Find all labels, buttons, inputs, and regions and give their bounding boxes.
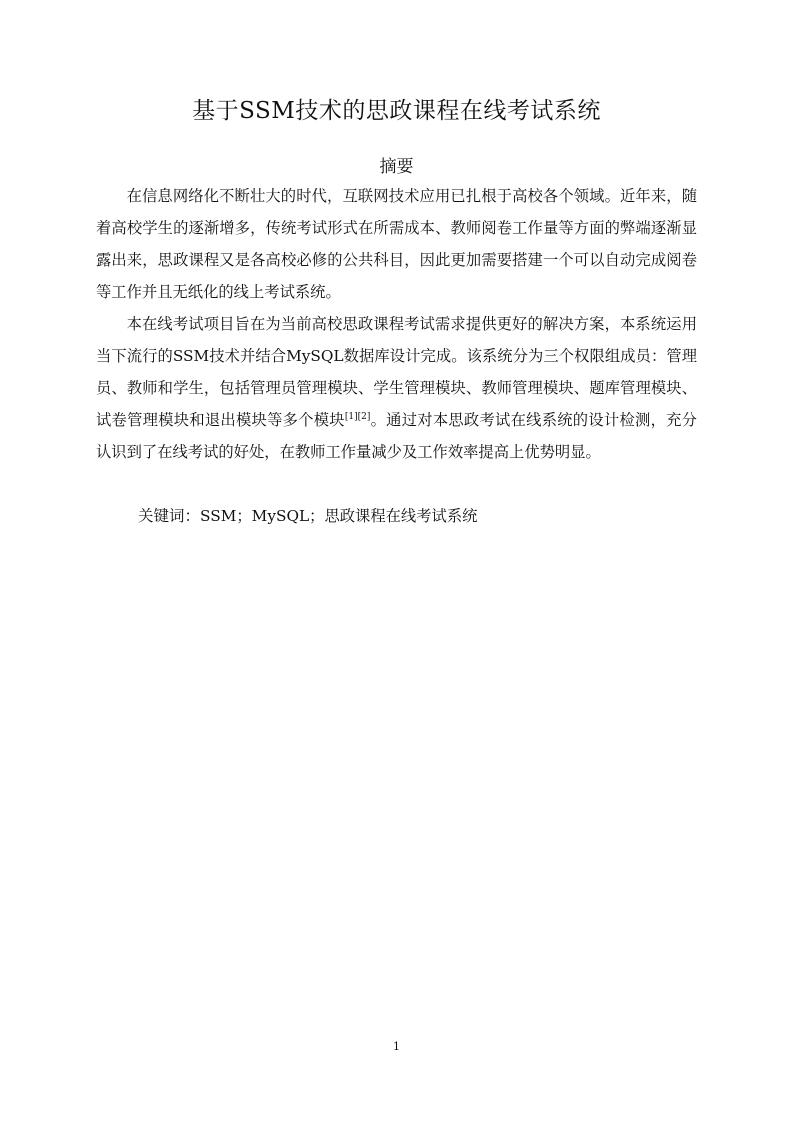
citation-marker: [1][2] [344,412,371,422]
keywords-text: SSM；MySQL；思政课程在线考试系统 [200,507,478,525]
abstract-paragraph-1: 在信息网络化不断壮大的时代，互联网技术应用已扎根于高校各个领域。近年来，随着高校学生的逐渐增多，传统考试形式在所需成本、教师阅卷工作量等方面的弊端逐渐显露出来，思政课程又是各高校必修的公共科目，因此更加需要搭建一个可以自动完成阅卷等工作并且无纸化的线上考试系统。 [96,187,697,301]
paragraph-2-continuation: 。通过对本思政考试在线系统的设计检测，充分认识到了在线考试的好处，在教师工作量减少及工作效率提高上优势明显。 [96,411,697,461]
document-title: 基于SSM技术的思政课程在线考试系统 [192,98,601,124]
keywords-line [138,502,477,530]
page-number: 1 [393,1040,400,1053]
abstract-paragraph-2 [96,308,697,468]
paragraph-2-text: 本在线考试项目旨在为当前高校思政课程考试需求提供更好的解决方案，本系统运用当下流行的SSM技术并结合MySQL数据库设计完成。该系统分为三个权限组成员：管理员、教师和学生，包括管理员管理模块、学生管理模块、教师管理模块、题库管理模块、试卷管理模块和退出模块等多个模块 [96,315,697,429]
keywords-label: 关键词： [138,507,201,525]
abstract-heading: 摘要 [379,157,414,177]
